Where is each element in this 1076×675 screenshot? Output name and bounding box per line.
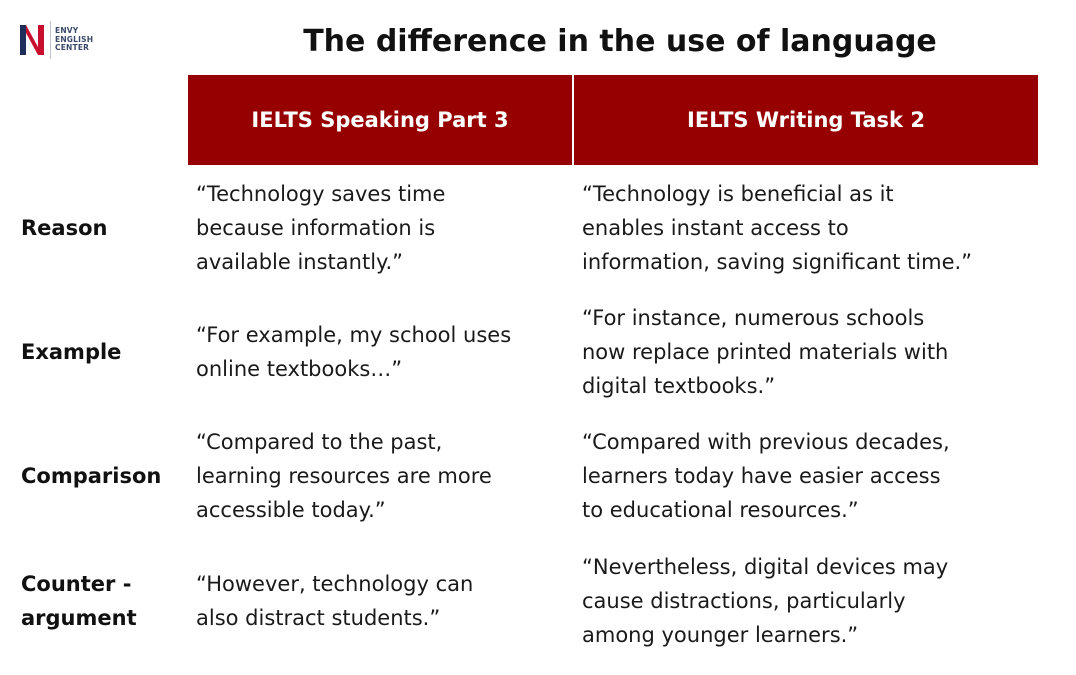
cell-line: enables instant access to	[582, 216, 849, 240]
cell-line: now replace printed materials with	[582, 340, 949, 364]
row-label-example	[21, 335, 121, 369]
speaking-cell-reason	[196, 177, 445, 279]
writing-cell-comparison	[582, 425, 950, 527]
speaking-cell-comparison	[196, 425, 492, 527]
row-label-counter-argument	[21, 567, 137, 635]
cell-line: “However, technology can	[196, 572, 474, 596]
logo-divider	[50, 21, 51, 59]
logo-line-3: CENTER	[55, 43, 90, 53]
cell-line: available instantly.”	[196, 250, 404, 274]
writing-cell-example	[582, 301, 948, 403]
cell-line: “For instance, numerous schools	[582, 306, 925, 330]
cell-line: digital textbooks.”	[582, 374, 776, 398]
cell-line: “Compared with previous decades,	[582, 430, 950, 454]
row-label-line: Comparison	[21, 464, 162, 488]
cell-line: among younger learners.”	[582, 623, 859, 647]
cell-line: accessible today.”	[196, 498, 386, 522]
cell-line: information, saving significant time.”	[582, 250, 973, 274]
cell-line: cause distractions, particularly	[582, 589, 906, 613]
cell-line: to educational resources.”	[582, 498, 859, 522]
envy-english-center-logo	[18, 20, 93, 60]
cell-line: learning resources are more	[196, 464, 492, 488]
writing-cell-reason	[582, 177, 972, 279]
row-label-line: Reason	[21, 216, 108, 240]
cell-line: online textbooks…”	[196, 357, 403, 381]
header-writing: IELTS Writing Task 2	[574, 75, 1038, 165]
cell-line: because information is	[196, 216, 436, 240]
cell-line: “For example, my school uses	[196, 323, 512, 347]
writing-cell-counter-argument	[582, 550, 948, 652]
speaking-cell-counter-argument	[196, 567, 473, 635]
row-label-line: argument	[21, 606, 137, 630]
speaking-cell-example	[196, 318, 511, 386]
row-label-comparison	[21, 459, 161, 493]
page-title: The difference in the use of language	[303, 24, 937, 59]
header-speaking: IELTS Speaking Part 3	[188, 75, 572, 165]
logo-line-1: ENVY	[55, 26, 79, 36]
row-label-line: Counter -	[21, 572, 132, 596]
cell-line: “Technology saves time	[196, 182, 446, 206]
row-label-reason	[21, 211, 107, 245]
envy-n-logo-icon	[18, 23, 46, 57]
cell-line: learners today have easier access	[582, 464, 941, 488]
cell-line: “Technology is beneficial as it	[582, 182, 894, 206]
row-label-line: Example	[21, 340, 122, 364]
logo-line-2: ENGLISH	[55, 34, 94, 44]
cell-line: also distract students.”	[196, 606, 441, 630]
cell-line: “Nevertheless, digital devices may	[582, 555, 949, 579]
cell-line: “Compared to the past,	[196, 430, 443, 454]
logo-wordmark	[55, 27, 93, 53]
